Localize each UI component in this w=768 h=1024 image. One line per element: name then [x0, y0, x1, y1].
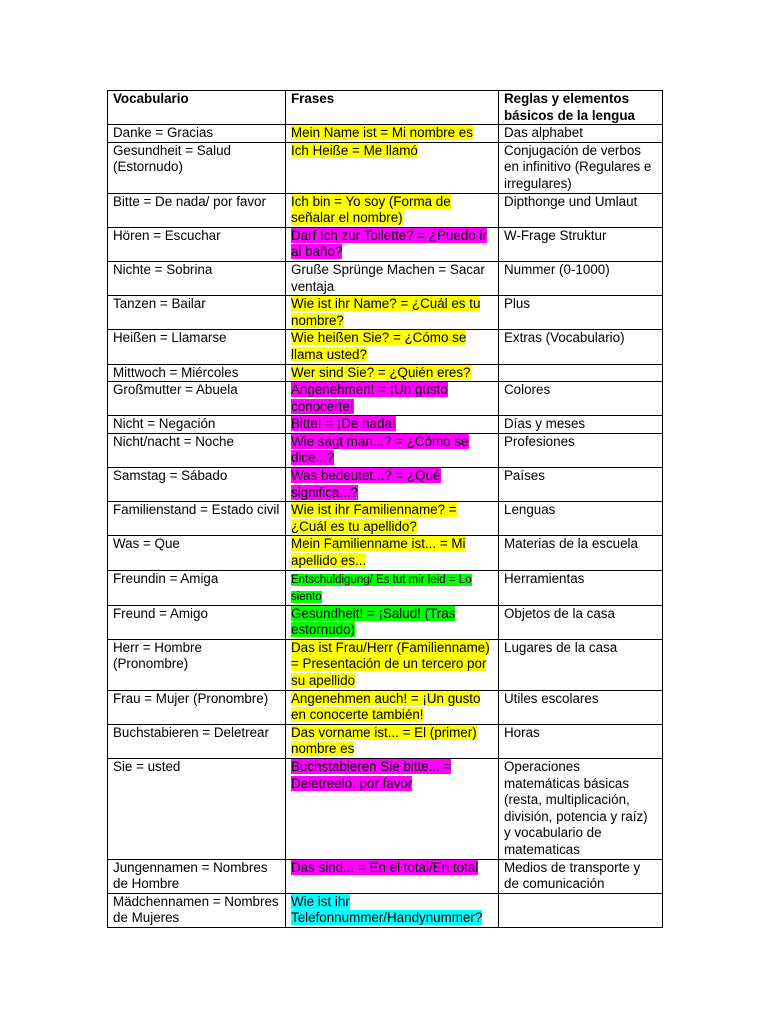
frase-text: Wie heißen Sie? = ¿Cómo se llama usted?	[291, 330, 467, 362]
vocab-cell: Nicht/nacht = Noche	[108, 433, 286, 467]
vocab-cell: Freund = Amigo	[108, 605, 286, 639]
frase-cell	[286, 758, 499, 859]
frase-text: Darf Ich zur Toilette? = ¿Puedo ir al baño?	[291, 227, 487, 260]
vocab-cell: Was = Que	[108, 536, 286, 570]
frase-text: Das sind... = En el total/En total	[291, 859, 479, 875]
table-row	[108, 468, 663, 502]
regla-cell: Extras (Vocabulario)	[499, 330, 663, 364]
frase-text: Ich bin = Yo soy (Forma de señalar el nombre)	[291, 193, 451, 226]
table-header-row	[108, 91, 663, 125]
frase-text: Wie ist ihr Telefonnummer/Handynummer?	[291, 893, 483, 926]
table-row	[108, 227, 663, 261]
frase-cell	[286, 893, 499, 927]
table-row	[108, 502, 663, 536]
frase-text: Mein Familienname ist... = Mi apellido es...	[291, 536, 466, 569]
regla-cell: Días y meses	[499, 416, 663, 434]
table-row	[108, 690, 663, 724]
frase-text: Wie sagt man...? = ¿Cómo se dice...?	[291, 433, 469, 466]
header-frases: Frases	[286, 91, 499, 125]
frase-cell	[286, 227, 499, 261]
table-row	[108, 893, 663, 927]
regla-cell: Materias de la escuela	[499, 536, 663, 570]
frase-text: Das vorname ist... = El (primer) nombre es	[291, 724, 477, 757]
frase-text: Angenehmen! = ¡Un gusto conocerte!	[291, 382, 448, 414]
regla-cell: W-Frage Struktur	[499, 227, 663, 261]
table-row	[108, 536, 663, 570]
frase-cell	[286, 724, 499, 758]
frase-cell	[286, 536, 499, 570]
frase-text: Das ist Frau/Herr (Familienname) = Presentación de un tercero por su apellido	[291, 639, 490, 688]
header-reglas: Reglas y elementos básicos de la lengua	[499, 91, 663, 125]
vocab-cell: Nicht = Negación	[108, 416, 286, 434]
frase-text: Ich Heiße = Me llamó	[291, 142, 418, 158]
regla-cell	[499, 893, 663, 927]
vocab-cell: Buchstabieren = Deletrear	[108, 724, 286, 758]
regla-cell: Conjugación de verbos en infinitivo (Regulares e irregulares)	[499, 142, 663, 193]
frase-cell	[286, 142, 499, 193]
regla-cell: Objetos de la casa	[499, 605, 663, 639]
table-row	[108, 142, 663, 193]
frase-cell	[286, 330, 499, 364]
table-row	[108, 330, 663, 364]
frase-cell	[286, 125, 499, 143]
vocab-cell: Hören = Escuchar	[108, 227, 286, 261]
regla-cell: Medios de transporte y de comunicación	[499, 859, 663, 893]
table-row	[108, 639, 663, 690]
vocab-cell: Heißen = Llamarse	[108, 330, 286, 364]
table-row	[108, 193, 663, 227]
frase-text: Wer sind Sie? = ¿Quién eres?	[291, 364, 471, 380]
vocab-cell: Bitte = De nada/ por favor	[108, 193, 286, 227]
vocab-cell: Frau = Mujer (Pronombre)	[108, 690, 286, 724]
table-row	[108, 724, 663, 758]
vocab-cell: Gesundheit = Salud (Estornudo)	[108, 142, 286, 193]
frase-cell	[286, 570, 499, 605]
frase-cell	[286, 639, 499, 690]
frase-text: Gesundheit! = ¡Salud! (Tras estornudo)	[291, 605, 456, 638]
frase-cell	[286, 364, 499, 382]
table-row	[108, 125, 663, 143]
regla-cell: Operaciones matemáticas básicas (resta, multiplicación, división, potencia y raíz) y vocabulario de matematicas	[499, 758, 663, 859]
frase-text: Gruße Sprünge Machen = Sacar ventaja	[291, 261, 485, 294]
table-row	[108, 382, 663, 416]
frase-cell	[286, 382, 499, 416]
vocab-cell: Tanzen = Bailar	[108, 296, 286, 330]
frase-text: Angenehmen auch! = ¡Un gusto en conocerte también!	[291, 690, 481, 723]
table-row	[108, 433, 663, 467]
frase-cell	[286, 859, 499, 893]
frase-text: Wie ist ihr Name? = ¿Cuál es tu nombre?	[291, 296, 481, 328]
vocabulary-table	[107, 90, 663, 928]
regla-cell: Utiles escolares	[499, 690, 663, 724]
vocab-cell: Jungennamen = Nombres de Hombre	[108, 859, 286, 893]
table-body	[108, 125, 663, 928]
vocab-cell: Samstag = Sábado	[108, 468, 286, 502]
frase-text: Buchstabieren Sie bitte... = Deletreelo, por favor	[291, 758, 452, 791]
frase-text: Was bedeutet...? = ¿Qué significa...?	[291, 468, 441, 500]
regla-cell: Lenguas	[499, 502, 663, 536]
regla-cell: Dipthonge und Umlaut	[499, 193, 663, 227]
regla-cell: Das alphabet	[499, 125, 663, 143]
regla-cell: Horas	[499, 724, 663, 758]
regla-cell: Plus	[499, 296, 663, 330]
regla-cell: Colores	[499, 382, 663, 416]
frase-cell	[286, 433, 499, 467]
vocab-cell: Mädchennamen = Nombres de Mujeres	[108, 893, 286, 927]
frase-cell	[286, 502, 499, 536]
vocab-cell: Freundin = Amiga	[108, 570, 286, 605]
frase-cell	[286, 468, 499, 502]
regla-cell: Países	[499, 468, 663, 502]
frase-text: Mein Name ist = Mi nombre es	[291, 125, 473, 141]
regla-cell: Herramientas	[499, 570, 663, 605]
table-row	[108, 261, 663, 295]
regla-cell: Nummer (0-1000)	[499, 261, 663, 295]
regla-cell: Profesiones	[499, 433, 663, 467]
vocab-cell: Mittwoch = Miércoles	[108, 364, 286, 382]
vocab-cell: Nichte = Sobrina	[108, 261, 286, 295]
table-row	[108, 859, 663, 893]
vocab-cell: Sie = usted	[108, 758, 286, 859]
frase-cell	[286, 690, 499, 724]
vocab-cell: Großmutter = Abuela	[108, 382, 286, 416]
vocab-cell: Danke = Gracias	[108, 125, 286, 143]
frase-cell	[286, 193, 499, 227]
table-row	[108, 364, 663, 382]
table-row	[108, 758, 663, 859]
frase-text: Wie ist ihr Familienname? = ¿Cuál es tu apellido?	[291, 502, 457, 534]
table-row	[108, 570, 663, 605]
regla-cell: Lugares de la casa	[499, 639, 663, 690]
table-row	[108, 296, 663, 330]
frase-text: Entschuldigung/ Es tut mir leid = Lo siento	[291, 573, 472, 603]
frase-text: Bitte! = ¡De nada!	[291, 416, 396, 432]
frase-cell	[286, 416, 499, 434]
table-row	[108, 605, 663, 639]
frase-cell	[286, 296, 499, 330]
vocab-cell: Herr = Hombre (Pronombre)	[108, 639, 286, 690]
vocab-cell: Familienstand = Estado civil	[108, 502, 286, 536]
frase-cell	[286, 605, 499, 639]
frase-cell	[286, 261, 499, 295]
table-row	[108, 416, 663, 434]
regla-cell	[499, 364, 663, 382]
header-vocabulario: Vocabulario	[108, 91, 286, 125]
